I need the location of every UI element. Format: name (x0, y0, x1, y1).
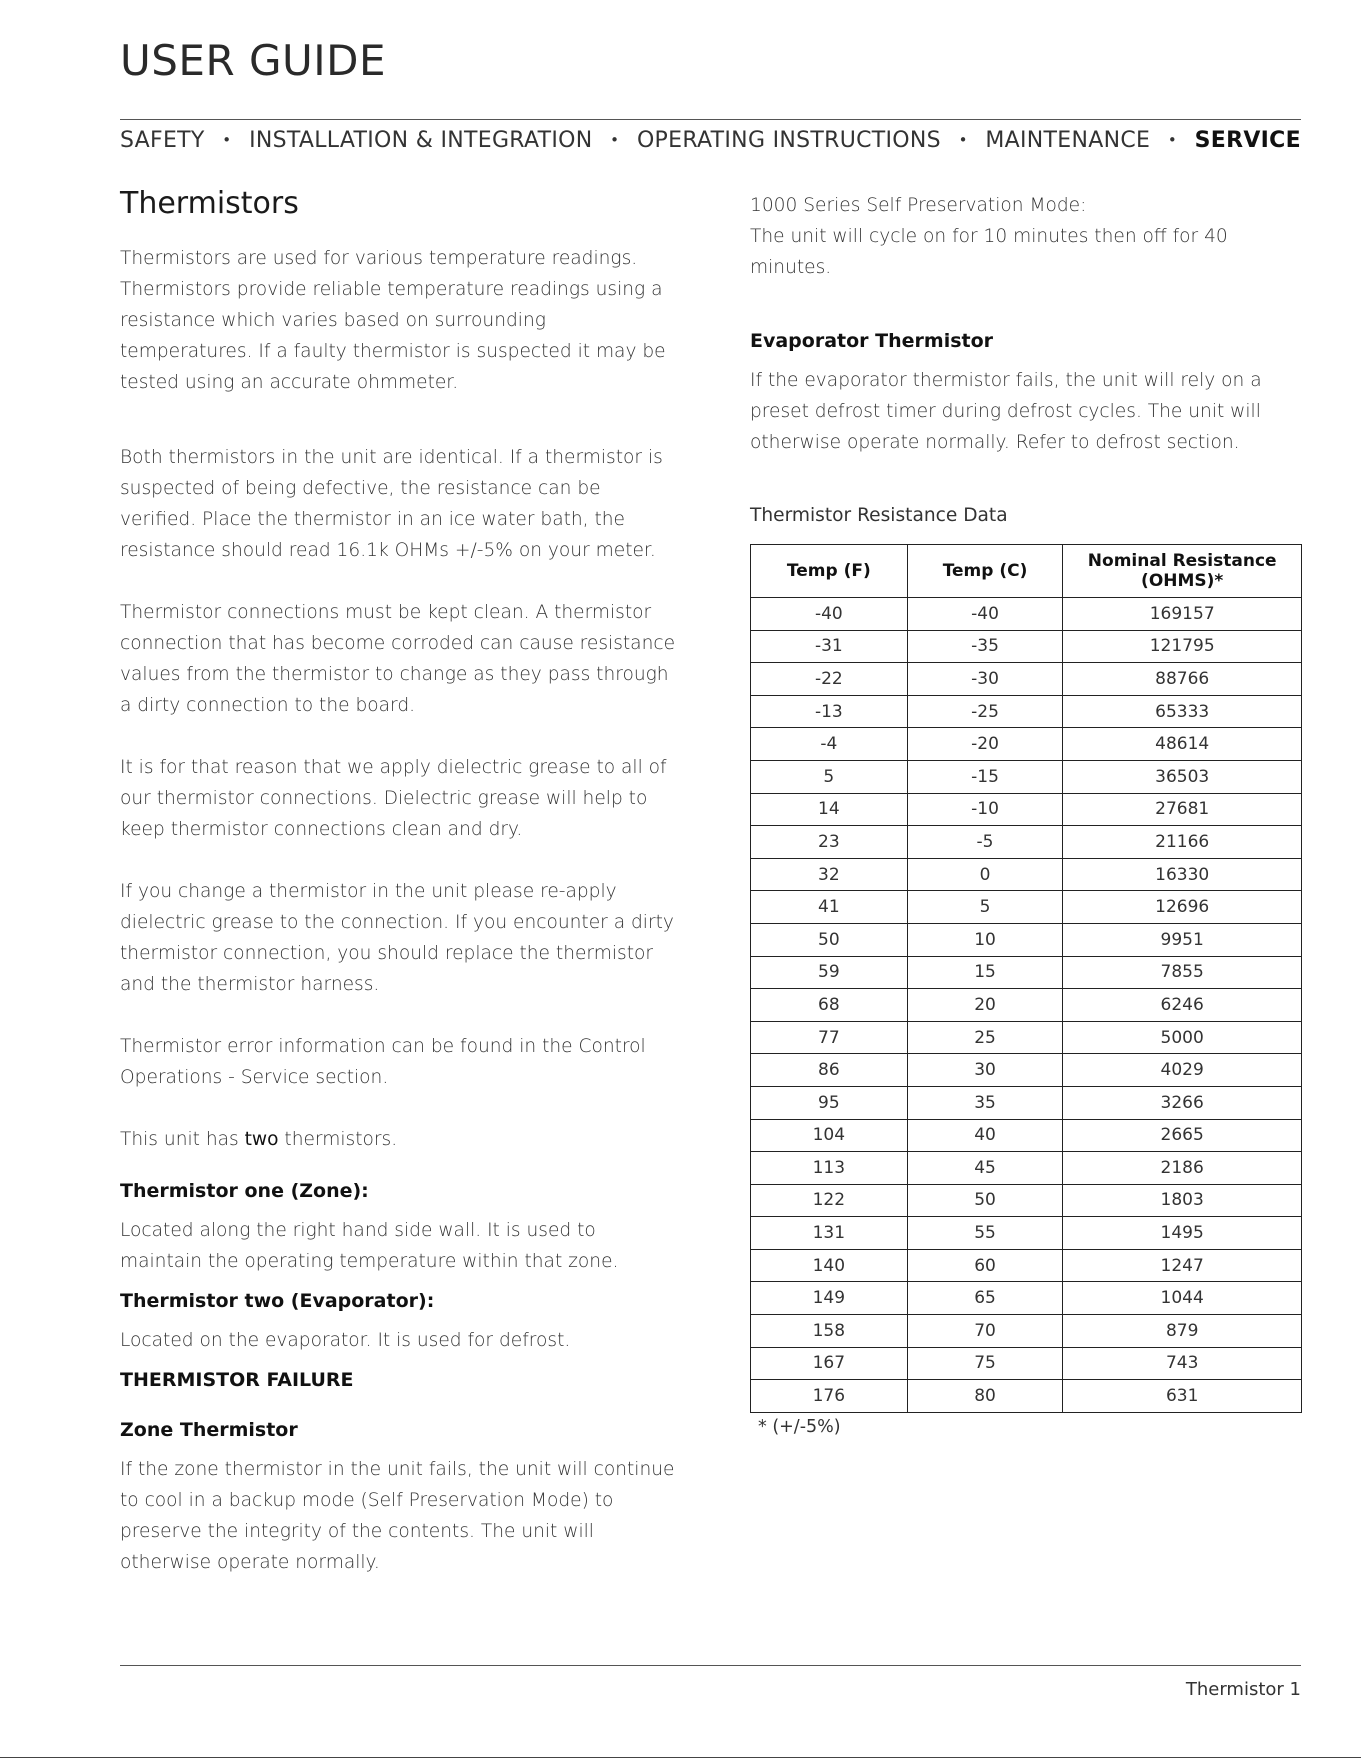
left-column (120, 186, 680, 1578)
footer-divider (120, 1665, 1301, 1666)
table-cell: 23 (751, 826, 908, 859)
nav-operating: OPERATING INSTRUCTIONS (636, 128, 941, 153)
table-cell: 0 (907, 858, 1063, 891)
table-cell: 169157 (1063, 598, 1302, 631)
table-cell: 131 (751, 1217, 908, 1250)
table-cell: 631 (1063, 1380, 1302, 1413)
table-cell: 68 (751, 989, 908, 1022)
section-breadcrumb (120, 128, 1301, 153)
table-cell: 12696 (1063, 891, 1302, 924)
table-cell: 48614 (1063, 728, 1302, 761)
resistance-table (750, 544, 1302, 1413)
clean-connections-paragraph: Thermistor connections must be kept clean. A thermistor connection that has become corroded can cause resistance values from the thermistor to change as they pass through a dirty connection to the board. (120, 602, 676, 716)
table-row (751, 1152, 1302, 1185)
table-cell: 15 (907, 956, 1063, 989)
evaporator-failure-heading: Evaporator Thermistor (750, 330, 994, 352)
zone-failure-heading: Zone Thermistor (120, 1419, 298, 1441)
table-cell: 879 (1063, 1315, 1302, 1348)
table-cell: 86 (751, 1054, 908, 1087)
nav-separator: • (1167, 130, 1177, 149)
table-cell: -5 (907, 826, 1063, 859)
table-cell: -13 (751, 695, 908, 728)
table-row (751, 923, 1302, 956)
nav-service-current: SERVICE (1194, 128, 1301, 153)
table-cell: 2186 (1063, 1152, 1302, 1185)
evaporator-thermistor-heading: Thermistor two (Evaporator): (120, 1290, 435, 1312)
self-preservation-mode-text: The unit will cycle on for 10 minutes then off for 40 minutes. (750, 226, 1228, 278)
thermistor-count-bold: two (244, 1129, 279, 1150)
table-row (751, 1282, 1302, 1315)
nav-safety: SAFETY (120, 128, 205, 153)
table-cell: 20 (907, 989, 1063, 1022)
table-cell: -4 (751, 728, 908, 761)
table-cell: 743 (1063, 1347, 1302, 1380)
table-cell: 1495 (1063, 1217, 1302, 1250)
table-cell: 80 (907, 1380, 1063, 1413)
table-cell: 55 (907, 1217, 1063, 1250)
table-cell: 113 (751, 1152, 908, 1185)
table-cell: 40 (907, 1119, 1063, 1152)
table-row (751, 1021, 1302, 1054)
table-cell: 1803 (1063, 1184, 1302, 1217)
table-cell: 50 (751, 923, 908, 956)
table-cell: 59 (751, 956, 908, 989)
thermistor-count-paragraph: This unit has two thermistors. (120, 1129, 398, 1150)
table-cell: -22 (751, 663, 908, 696)
table-cell: 4029 (1063, 1054, 1302, 1087)
evaporator-thermistor-text: Located on the evaporator. It is used for defrost. (120, 1330, 571, 1351)
table-cell: 3266 (1063, 1086, 1302, 1119)
table-cell: 1247 (1063, 1249, 1302, 1282)
table-row (751, 793, 1302, 826)
table-cell: 2665 (1063, 1119, 1302, 1152)
table-cell: 45 (907, 1152, 1063, 1185)
table-cell: 121795 (1063, 630, 1302, 663)
evaporator-failure-text: If the evaporator thermistor fails, the unit will rely on a preset defrost timer during defrost cycles. The unit will otherwise operate normally. Refer to defrost section. (750, 370, 1262, 453)
column-header: Nominal Resistance (OHMS)* (1063, 545, 1302, 598)
table-cell: 149 (751, 1282, 908, 1315)
table-row (751, 1086, 1302, 1119)
table-cell: 65333 (1063, 695, 1302, 728)
table-row (751, 1347, 1302, 1380)
table-footnote: * (+/-5%) (758, 1416, 841, 1437)
table-row (751, 1054, 1302, 1087)
table-cell: -31 (751, 630, 908, 663)
page-edge (0, 1757, 1361, 1758)
table-cell: 1044 (1063, 1282, 1302, 1315)
table-cell: 5 (907, 891, 1063, 924)
error-info-paragraph: Thermistor error information can be found in the Control Operations - Service section. (120, 1036, 646, 1088)
table-cell: 9951 (1063, 923, 1302, 956)
right-column (750, 190, 1302, 1437)
column-header: Temp (C) (907, 545, 1063, 598)
table-caption: Thermistor Resistance Data (750, 505, 1008, 526)
table-cell: -30 (907, 663, 1063, 696)
column-header: Temp (F) (751, 545, 908, 598)
table-cell: 50 (907, 1184, 1063, 1217)
dielectric-grease-paragraph: It is for that reason that we apply dielectric grease to all of our thermistor connections. Dielectric grease will help to keep thermistor connections clean and dry. (120, 757, 667, 840)
table-cell: 30 (907, 1054, 1063, 1087)
table-cell: 104 (751, 1119, 908, 1152)
table-cell: 60 (907, 1249, 1063, 1282)
table-row (751, 989, 1302, 1022)
table-row (751, 858, 1302, 891)
table-cell: 70 (907, 1315, 1063, 1348)
table-cell: -25 (907, 695, 1063, 728)
table-cell: 32 (751, 858, 908, 891)
document-title: USER GUIDE (120, 36, 387, 85)
table-row (751, 891, 1302, 924)
page-number: Thermistor 1 (1185, 1679, 1301, 1700)
nav-separator: • (610, 130, 620, 149)
zone-thermistor-text: Located along the right hand side wall. It is used to maintain the operating temperature within that zone. (120, 1220, 619, 1272)
table-cell: 122 (751, 1184, 908, 1217)
table-row (751, 598, 1302, 631)
table-cell: -15 (907, 760, 1063, 793)
table-cell: 95 (751, 1086, 908, 1119)
table-cell: 35 (907, 1086, 1063, 1119)
table-cell: 77 (751, 1021, 908, 1054)
identical-thermistors-paragraph: Both thermistors in the unit are identical. If a thermistor is suspected of being defective, the resistance can be verified. Place the thermistor in an ice water bath, the resistance should read 16.1k OHMs +/-5% on your meter. (120, 447, 663, 561)
table-cell: 7855 (1063, 956, 1302, 989)
table-row (751, 1184, 1302, 1217)
table-row (751, 630, 1302, 663)
table-cell: 5000 (1063, 1021, 1302, 1054)
zone-failure-text: If the zone thermistor in the unit fails, the unit will continue to cool in a backup mode (Self Preservation Mode) to preserve the integrity of the contents. The unit will otherwise operate normally. (120, 1459, 675, 1573)
table-row (751, 728, 1302, 761)
table-cell: 21166 (1063, 826, 1302, 859)
table-row (751, 1315, 1302, 1348)
table-cell: 25 (907, 1021, 1063, 1054)
table-row (751, 760, 1302, 793)
table-cell: 75 (907, 1347, 1063, 1380)
table-header-row (751, 545, 1302, 598)
header-divider (120, 119, 1301, 120)
table-cell: -10 (907, 793, 1063, 826)
table-cell: 65 (907, 1282, 1063, 1315)
table-row (751, 663, 1302, 696)
table-cell: 6246 (1063, 989, 1302, 1022)
table-row (751, 1119, 1302, 1152)
table-row (751, 1249, 1302, 1282)
table-cell: 41 (751, 891, 908, 924)
self-preservation-mode-label: 1000 Series Self Preservation Mode: (750, 195, 1087, 216)
table-cell: 88766 (1063, 663, 1302, 696)
nav-separator: • (222, 130, 232, 149)
table-cell: 10 (907, 923, 1063, 956)
nav-installation: INSTALLATION & INTEGRATION (249, 128, 593, 153)
table-cell: -40 (907, 598, 1063, 631)
table-row (751, 956, 1302, 989)
table-cell: 167 (751, 1347, 908, 1380)
table-cell: -40 (751, 598, 908, 631)
table-cell: 27681 (1063, 793, 1302, 826)
table-cell: 36503 (1063, 760, 1302, 793)
table-row (751, 1217, 1302, 1250)
table-cell: 140 (751, 1249, 908, 1282)
intro-paragraph: Thermistors are used for various temperature readings. Thermistors provide reliable temperature readings using a resistance which varies based on surrounding temperatures. If a faulty thermistor is suspected it may be tested using an accurate ohmmeter. (120, 248, 666, 393)
table-cell: -20 (907, 728, 1063, 761)
table-cell: 14 (751, 793, 908, 826)
table-row (751, 695, 1302, 728)
table-cell: 158 (751, 1315, 908, 1348)
table-cell: -35 (907, 630, 1063, 663)
nav-maintenance: MAINTENANCE (985, 128, 1151, 153)
table-cell: 5 (751, 760, 908, 793)
table-cell: 16330 (1063, 858, 1302, 891)
section-title: Thermistors (120, 186, 299, 221)
table-row (751, 1380, 1302, 1413)
replace-thermistor-paragraph: If you change a thermistor in the unit please re-apply dielectric grease to the connection. If you encounter a dirty thermistor connection, you should replace the thermistor and the thermistor harness. (120, 881, 674, 995)
nav-separator: • (958, 130, 968, 149)
table-cell: 176 (751, 1380, 908, 1413)
table-row (751, 826, 1302, 859)
zone-thermistor-heading: Thermistor one (Zone): (120, 1180, 369, 1202)
thermistor-failure-heading: THERMISTOR FAILURE (120, 1369, 354, 1391)
